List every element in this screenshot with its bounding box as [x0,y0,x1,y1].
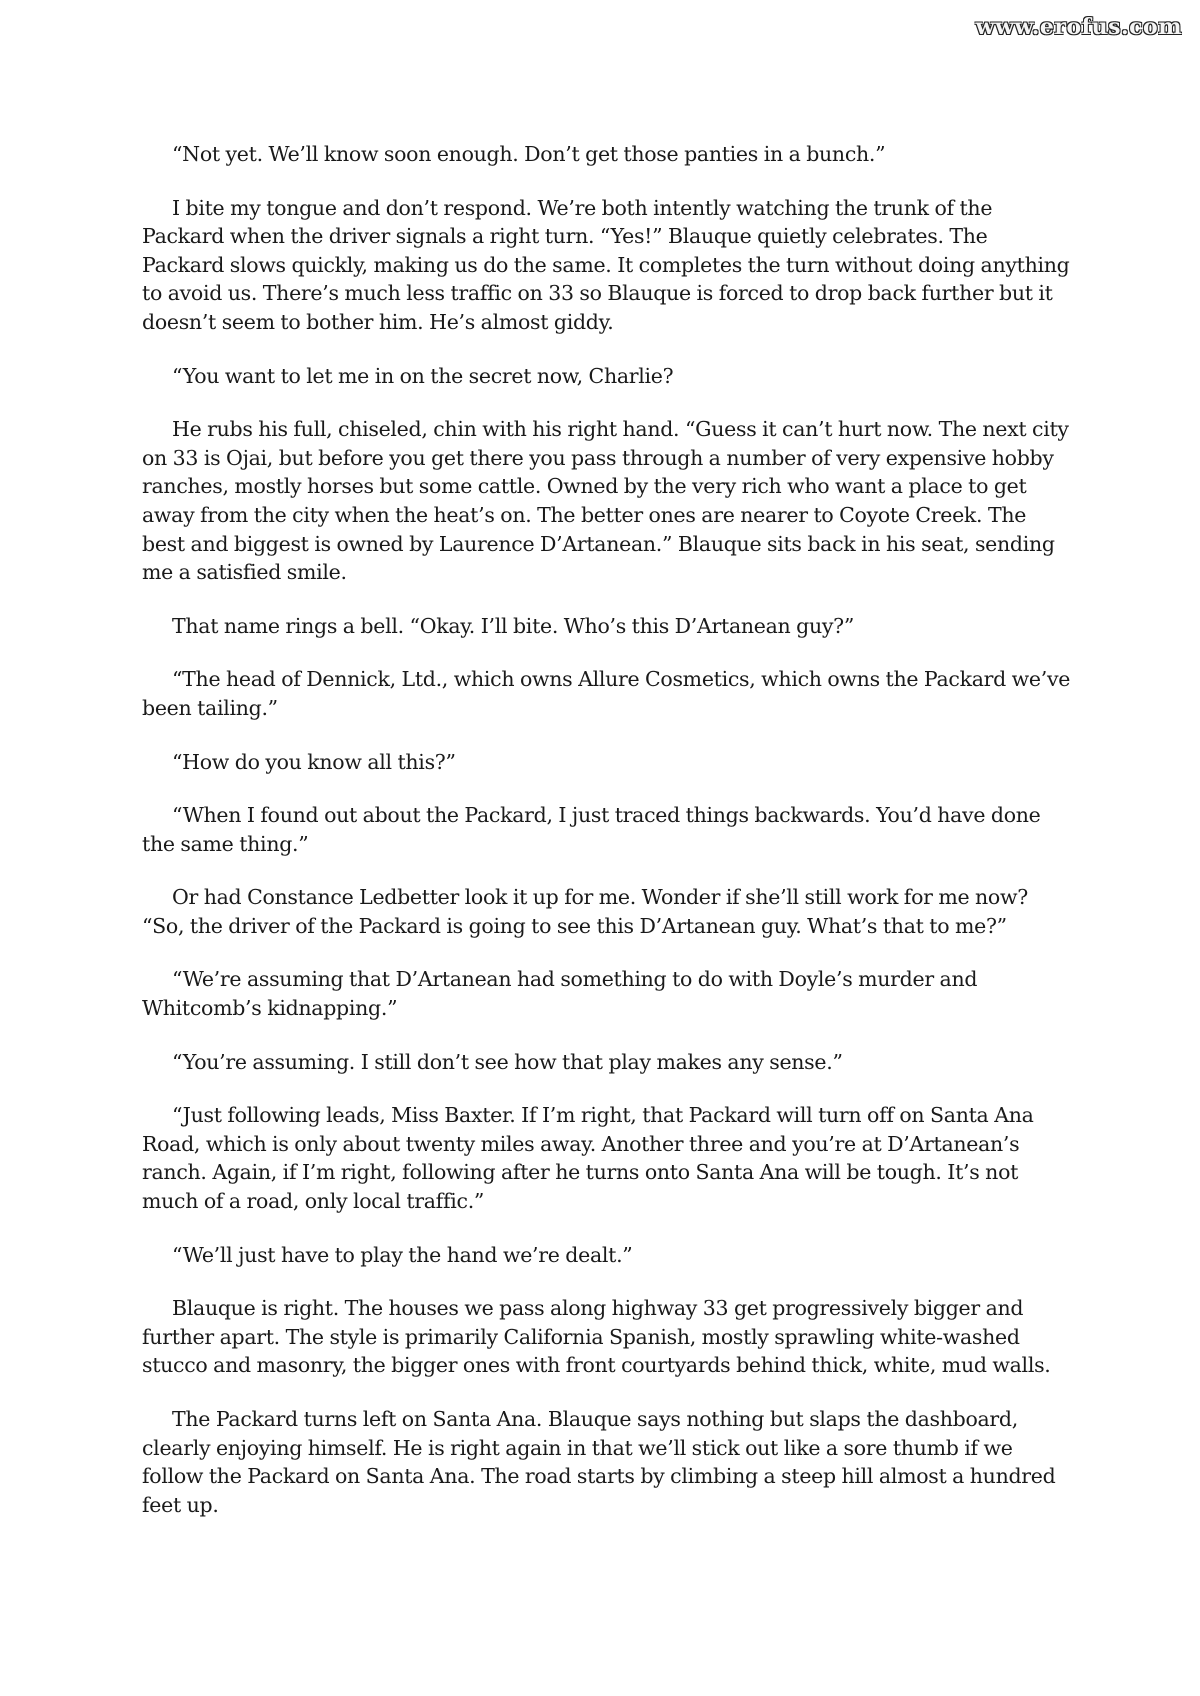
site-watermark: www.erofus.com [975,14,1182,40]
paragraph: He rubs his full, chiseled, chin with his right hand. “Guess it can’t hurt now. The next city on 33 is Ojai, but before you get there you pass through a number of very expensive hobby ranches, mostly horses but some cattle. Owned by the very rich who want a place to get away from the city when the heat’s on. The better ones are nearer to Coyote Creek. The best and biggest is owned by Laurence D’Artanean.” Blauque sits back in his seat, sending me a satisfied smile. [142,417,1069,585]
paragraph: Or had Constance Ledbetter look it up for me. Wonder if she’ll still work for me now? “So, the driver of the Packard is going to see this D’Artanean guy. What’s that to me?” [142,885,1028,938]
paragraph: “We’ll just have to play the hand we’re dealt.” [172,1242,633,1267]
page-body [142,140,1072,1544]
paragraph: I bite my tongue and don’t respond. We’re both intently watching the trunk of the Packard when the driver signals a right turn. “Yes!” Blauque quietly celebrates. The Packard slows quickly, making us do the same. It completes the turn without doing anything to avoid us. There’s much less traffic on 33 so Blauque is forced to drop back further but it doesn’t seem to bother him. He’s almost giddy. [142,195,1070,334]
paragraph: That name rings a bell. “Okay. I’ll bite. Who’s this D’Artanean guy?” [172,613,855,638]
paragraph: “We’re assuming that D’Artanean had something to do with Doyle’s murder and Whitcomb’s kidnapping.” [142,967,978,1021]
paragraph: “When I found out about the Packard, I just traced things backwards. You’d have done the same thing.” [142,803,1041,856]
paragraph: “The head of Dennick, Ltd., which owns Allure Cosmetics, which owns the Packard we’ve been tailing.” [142,667,1071,720]
paragraph: “You’re assuming. I still don’t see how that play makes any sense.” [172,1049,843,1074]
paragraph: “How do you know all this?” [172,749,456,774]
paragraph: The Packard turns left on Santa Ana. Blauque says nothing but slaps the dashboard, clearly enjoying himself. He is right again in that we’ll stick out like a sore thumb if we follow the Packard on Santa Ana. The road starts by climbing a steep hill almost a hundred feet up. [142,1407,1056,1517]
paragraph: Blauque is right. The houses we pass along highway 33 get progressively bigger and further apart. The style is primarily California Spanish, mostly sprawling white-washed stucco and masonry, the bigger ones with front courtyards behind thick, white, mud walls. [142,1296,1051,1378]
paragraph: “Not yet. We’ll know soon enough. Don’t get those panties in a bunch.” [172,142,886,166]
paragraph: “Just following leads, Miss Baxter. If I’m right, that Packard will turn off on Santa Ana Road, which is only about twenty miles away. Another three and you’re at D’Artanean’s ranch. Again, if I’m right, following after he turns onto Santa Ana will be tough. It’s not much of a road, only local traffic.” [142,1103,1034,1214]
paragraph: “You want to let me in on the secret now, Charlie? [172,363,674,388]
